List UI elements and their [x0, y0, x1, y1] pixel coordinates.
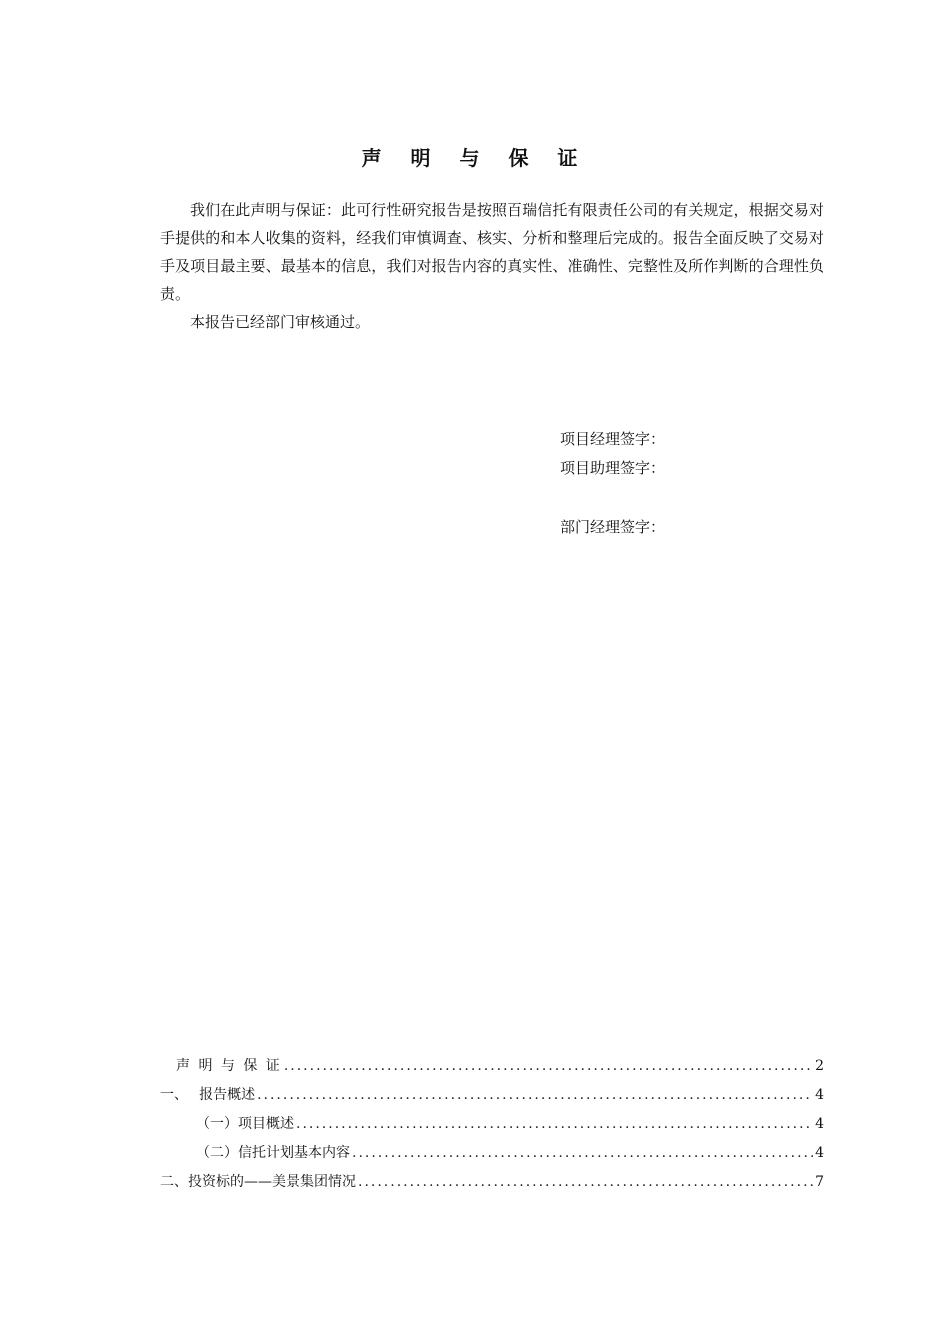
department-manager-signature: 部门经理签字：	[560, 518, 666, 536]
toc-entry-declaration[interactable]	[160, 1052, 824, 1081]
toc-entry-label: 声 明 与 保 证	[176, 1058, 282, 1074]
toc-page-number: 4	[815, 1087, 824, 1103]
toc-entry-label: 二、投资标的——美景集团情况	[160, 1174, 356, 1190]
table-of-contents	[160, 1052, 824, 1197]
toc-entry-investment-target[interactable]	[160, 1168, 824, 1197]
toc-page-number: 4	[815, 1145, 824, 1161]
toc-leader-dots	[352, 1139, 813, 1168]
toc-entry-trust-plan[interactable]	[160, 1139, 824, 1168]
toc-leader-dots	[284, 1052, 813, 1081]
toc-leader-dots	[358, 1168, 813, 1197]
toc-leader-dots	[257, 1081, 813, 1110]
toc-entry-report-overview[interactable]	[160, 1081, 824, 1110]
declaration-paragraph: 我们在此声明与保证：此可行性研究报告是按照百瑞信托有限责任公司的有关规定，根据交易对手提供的和本人收集的资料，经我们审慎调查、核实、分析和整理后完成的。报告全面反映了交易对手及项目最主要、最基本的信息，我们对报告内容的真实性、准确性、完整性及所作判断的合理性负责。	[160, 201, 824, 303]
project-assistant-signature: 项目助理签字：	[560, 459, 666, 477]
toc-page-number: 2	[815, 1058, 824, 1074]
toc-leader-dots	[296, 1110, 813, 1139]
approval-paragraph: 本报告已经部门审核通过。	[190, 313, 371, 331]
toc-entry-project-overview[interactable]	[160, 1110, 824, 1139]
toc-entry-label: （二）信托计划基本内容	[196, 1145, 350, 1161]
toc-entry-label: 报告概述	[199, 1087, 256, 1103]
signature-block	[560, 425, 665, 542]
toc-entry-label: （一）项目概述	[196, 1116, 294, 1132]
declaration-body	[160, 196, 824, 336]
toc-page-number: 4	[815, 1116, 824, 1132]
toc-page-number: 7	[815, 1174, 824, 1190]
project-manager-signature: 项目经理签字：	[560, 430, 666, 448]
toc-entry-number: 一、	[160, 1087, 188, 1103]
declaration-title: 声 明 与 保 证	[361, 146, 589, 170]
